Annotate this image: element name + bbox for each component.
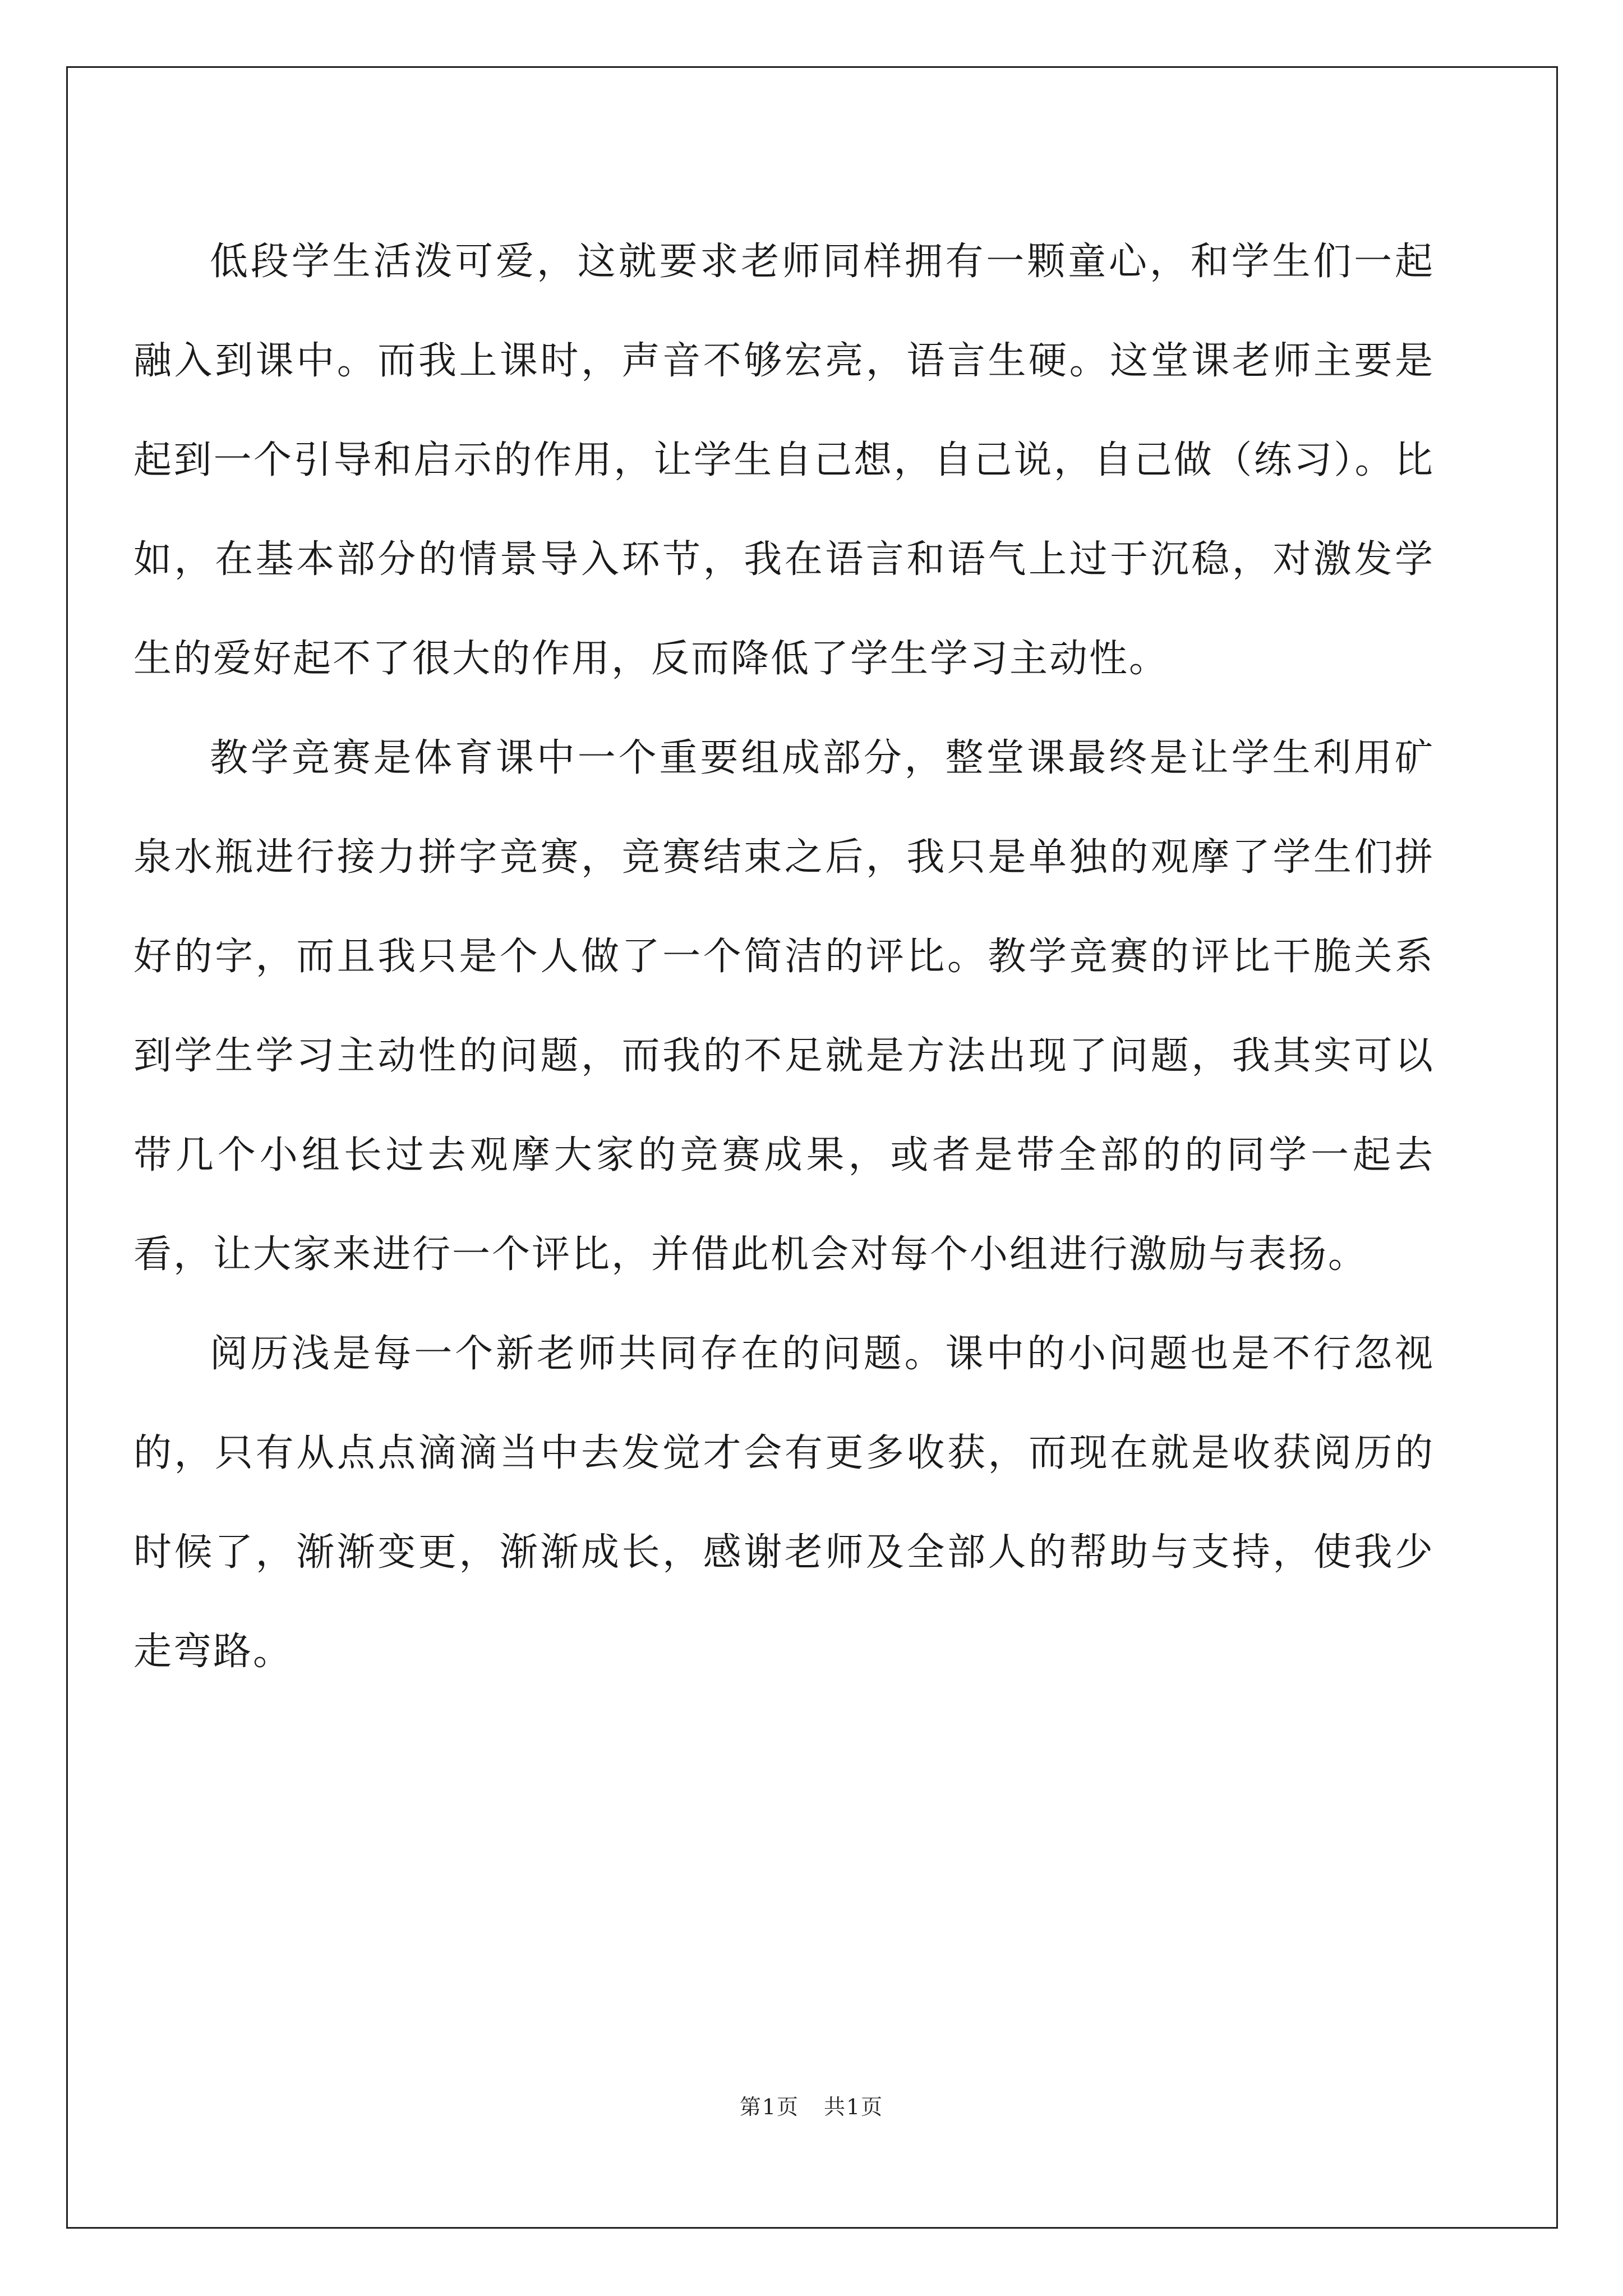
paragraph-1: 低段学生活泼可爱，这就要求老师同样拥有一颗童心，和学生们一起融入到课中。而我上课时，声音不够宏亮，语言生硬。这堂课老师主要是起到一个引导和启示的作用，让学生自己想，自己说，自己做（练习）。比如，在基本部分的情景导入环节，我在语言和语气上过于沉稳，对激发学生的爱好起不了很大的作用，反而降低了学生学习主动性。 bbox=[133, 240, 1435, 681]
page-footer bbox=[0, 2090, 1623, 2120]
paragraph-2: 教学竞赛是体育课中一个重要组成部分，整堂课最终是让学生利用矿泉水瓶进行接力拼字竞赛，竞赛结束之后，我只是单独的观摩了学生们拼好的字，而且我只是个人做了一个简洁的评比。教学竞赛的评比干脆关系到学生学习主动性的问题，而我的不足就是方法出现了问题，我其实可以带几个小组长过去观摩大家的竞赛成果，或者是带全部的的同学一起去看，让大家来进行一个评比，并借此机会对每个小组进行激励与表扬。 bbox=[133, 736, 1435, 1277]
document-body bbox=[133, 212, 1435, 1701]
page-number: 第1页 bbox=[739, 2095, 799, 2119]
page-count: 共1页 bbox=[824, 2095, 884, 2119]
paragraph-3: 阅历浅是每一个新老师共同存在的问题。课中的小问题也是不行忽视的，只有从点点滴滴当中去发觉才会有更多收获，而现在就是收获阅历的时候了，渐渐变更，渐渐成长，感谢老师及全部人的帮助与支持，使我少走弯路。 bbox=[133, 1332, 1435, 1674]
